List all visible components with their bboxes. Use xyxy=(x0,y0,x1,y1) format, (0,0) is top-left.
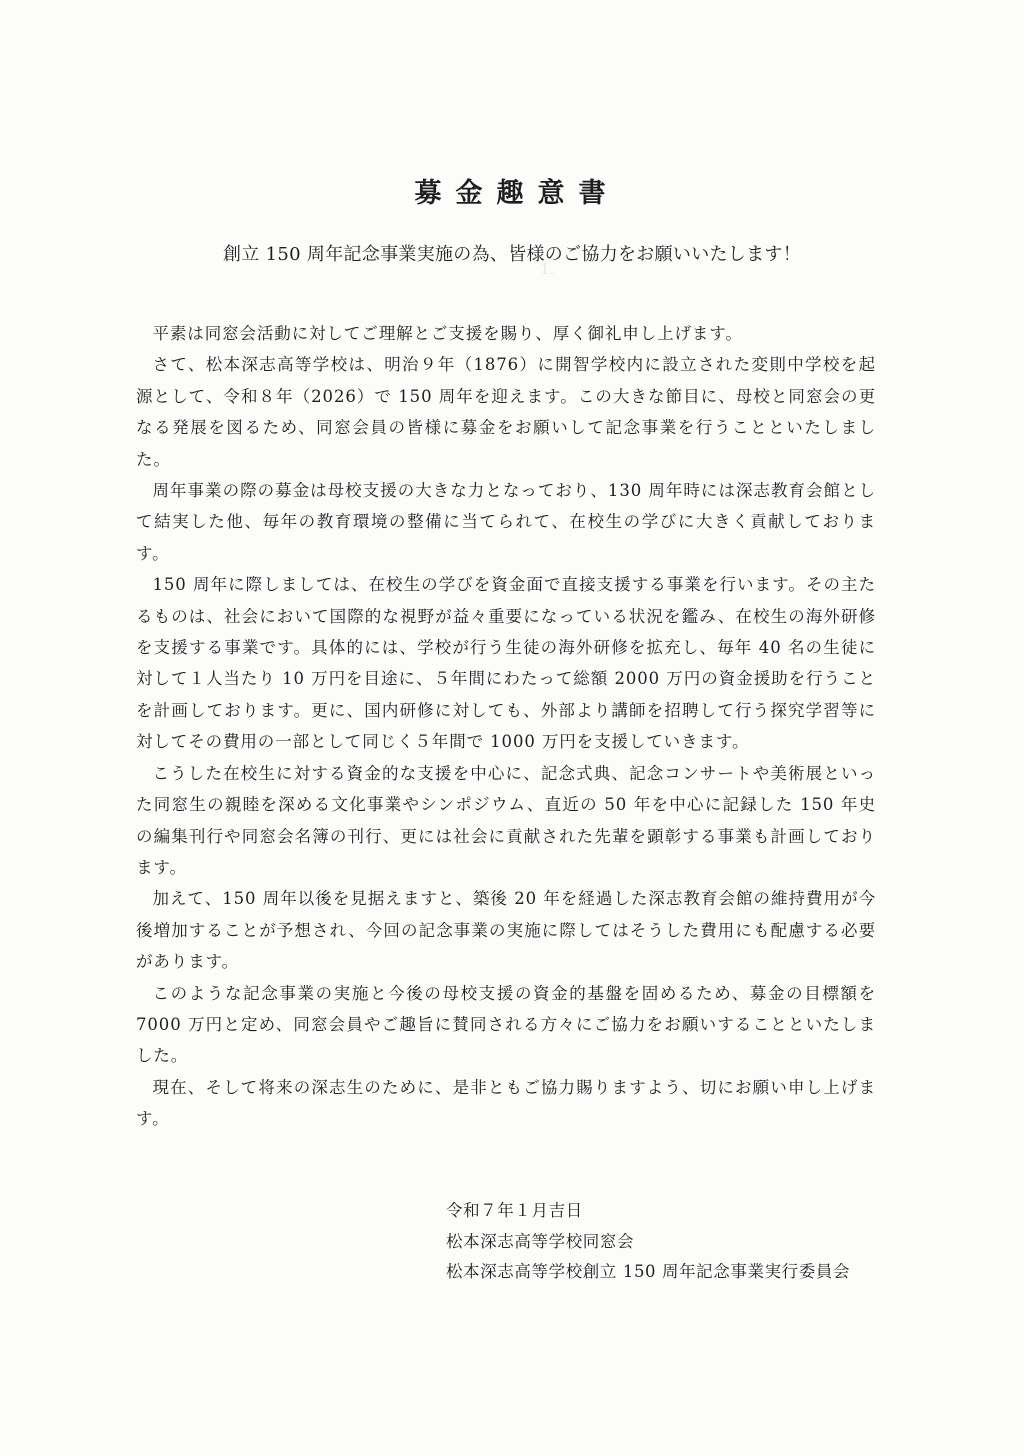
document-title: 募金趣意書 xyxy=(414,178,620,209)
document-date: 令和７年１月吉日 xyxy=(446,1201,583,1220)
body-paragraph: 加えて、150 周年以後を見据えますと、築後 20 年を経過した深志教育会館の維持費用が今後増加することが予想され、今回の記念事業の実施に際してはそうした費用にも配慮する必要があります。 xyxy=(136,889,876,972)
body-paragraph: 現在、そして将来の深志生のために、是非ともご協力賜りますよう、切にお願い申し上げます。 xyxy=(136,1077,876,1129)
body-paragraph: このような記念事業の実施と今後の母校支援の資金的基盤を固めるため、募金の目標額を 7000 万円と定め、同窓会員やご趣旨に賛同される方々にご協力をお願いすることといたしました。 xyxy=(136,983,876,1066)
signature-block xyxy=(446,1196,850,1288)
signatory-alumni-association: 松本深志高等学校同窓会 xyxy=(446,1231,635,1251)
body-paragraph: 150 周年に際しましては、在校生の学びを資金面で直接支援する事業を行います。その主たるものは、社会において国際的な視野が益々重要になっている状況を鑑み、在校生の海外研修を支援する事業です。具体的には、学校が行う生徒の海外研修を拡充し、毎年 40 名の生徒に対して１人当たり 10 万円を目途に、５年間にわたって総額 2000 万円の資金援助を行うことを計画しております。更に、国内研修に対しても、外部より講師を招聘して行う探究学習等に対してその費用の一部として同じく５年間で 1000 万円を支援していきます。 xyxy=(136,575,876,752)
body-paragraph: 周年事業の際の募金は母校支援の大きな力となっており、130 周年時には深志教育会館として結実した他、毎年の教育環境の整備に当てられて、在校生の学びに大きく貢献しております。 xyxy=(136,481,876,563)
signatory-committee: 松本深志高等学校創立 150 周年記念事業実行委員会 xyxy=(446,1262,851,1281)
body-paragraph: こうした在校生に対する資金的な支援を中心に、記念式典、記念コンサートや美術展といった同窓生の親睦を深める文化事業やシンポジウム、直近の 50 年を中心に記録した 150 年史の編集刊行や同窓会名簿の刊行、更には社会に貢献された先輩を顕彰する事業も計画しております。 xyxy=(136,763,876,877)
body-paragraph: さて、松本深志高等学校は、明治９年（1876）に開智学校内に設立された変則中学校を起源として、令和８年（2026）で 150 周年を迎えます。この大きな節目に、母校と同窓会の更なる発展を図るため、同窓会員の皆様に募金をお願いして記念事業を行うことといたしました。 xyxy=(136,355,876,469)
bleed-through-text: 1． xyxy=(540,260,565,278)
body-paragraph: 平素は同窓会活動に対してご理解とご支援を賜り、厚く御礼申し上げます。 xyxy=(152,324,743,343)
document-subtitle: 創立 150 周年記念事業実施の為、皆様のご協力をお願いいたします！ xyxy=(223,244,801,265)
document-body xyxy=(136,318,876,1135)
